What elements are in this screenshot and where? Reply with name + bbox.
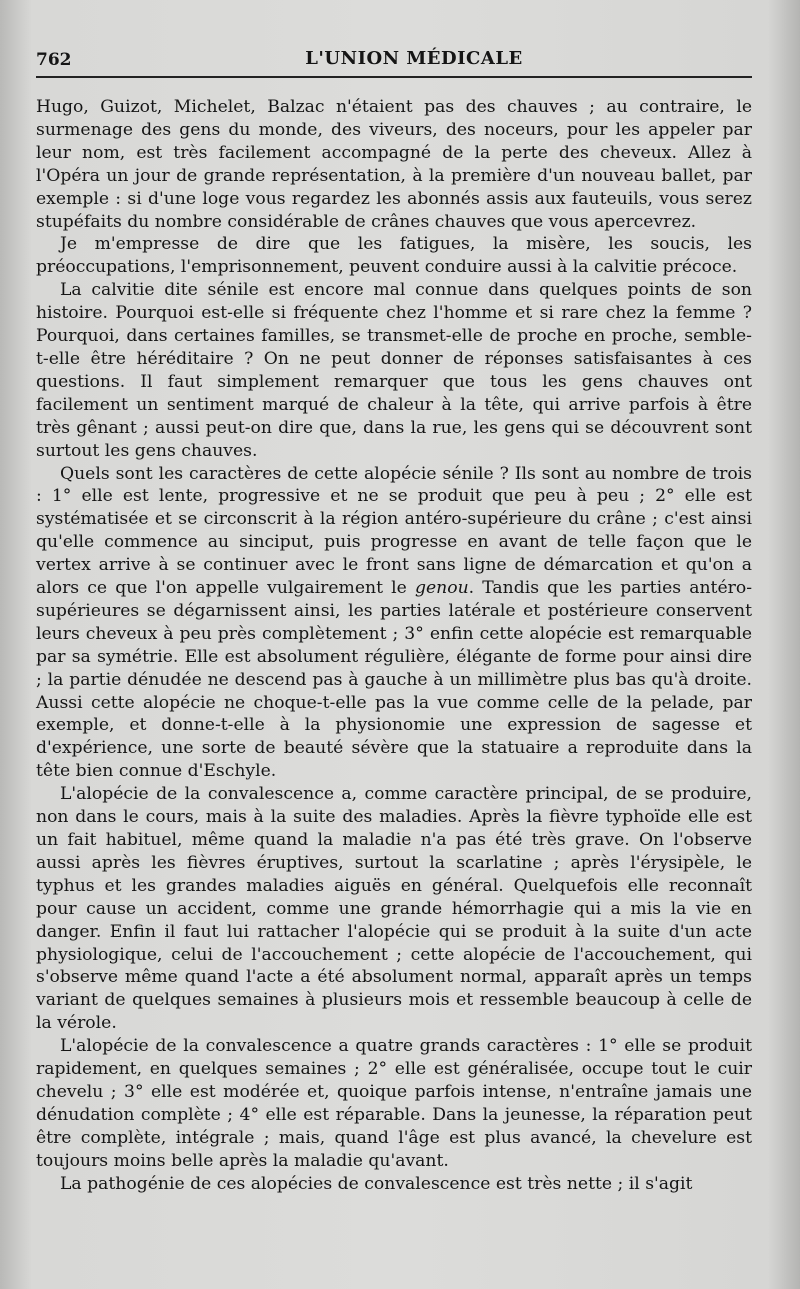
body-text bbox=[36, 96, 752, 1196]
journal-title: L'UNION MÉDICALE bbox=[305, 48, 523, 69]
paragraph: Hugo, Guizot, Michelet, Balzac n'étaient pas des chauves ; au contraire, le surmenage des gens du monde, des viveurs, des noceurs, pour les appeler par leur nom, est très facilement accompagné de la perte des cheveux. Allez à l'Opéra un jour de grande représentation, à la première d'un nouveau ballet, par exemple : si d'une loge vous regardez les abonnés assis aux fauteuils, vous serez stupéfaits du nombre considérable de crânes chauves que vous apercevrez. bbox=[36, 97, 752, 232]
paragraph-text: Quels sont les caractères de cette alopécie sénile ? Ils sont au nombre de trois : 1° elle est lente, progressive et ne se produit que peu à peu ; 2° elle est systématisée et se circonscrit à la région antéro-supérieure du crâne ; c'est ainsi qu'elle commence au sinciput, puis progresse en avant de telle façon que le vertex arrive à se continuer avec le front sans ligne de démarcation et qu'on a alors ce que l'on appelle vulgairement le bbox=[36, 463, 752, 599]
paragraph bbox=[36, 463, 752, 784]
italic-term: genou bbox=[414, 578, 469, 599]
page-number: 762 bbox=[36, 50, 72, 70]
page-header bbox=[36, 44, 752, 76]
paragraph: La calvitie dite sénile est encore mal connue dans quelques points de son histoire. Pourquoi est-elle si fréquente chez l'homme et si rare chez la femme ? Pourquoi, dans certaines familles, se transmet-elle de proche en proche, semble-t-elle être héréditaire ? On ne peut donner de réponses satisfaisantes à ces questions. Il faut simplement remarquer que tous les gens chauves ont facilement un sentiment marqué de chaleur à la tête, qui arrive parfois à être très gênant ; aussi peut-on dire que, dans la rue, les gens qui se découvrent sont surtout les gens chauves. bbox=[36, 280, 752, 461]
paragraph: L'alopécie de la convalescence a, comme caractère principal, de se produire, non dans le cours, mais à la suite des maladies. Après la fièvre typhoïde elle est un fait habituel, même quand la maladie n'a pas été très grave. On l'observe aussi après les fièvres éruptives, surtout la scarlatine ; après l'érysipèle, le typhus et les grandes maladies aiguës en général. Quelquefois elle reconnaît pour cause un accident, comme une grande hémorrhagie qui a mis la vie en danger. Enfin il faut lui rattacher l'alopécie qui se produit à la suite d'un acte physiologique, celui de l'accouchement ; cette alopécie de l'accouchement, qui s'observe même quand l'acte a été absolument normal, apparaît après un temps variant de quelques semaines à plusieurs mois et ressemble beaucoup à celle de la vérole. bbox=[36, 784, 752, 1034]
paragraph: La pathogénie de ces alopécies de convalescence est très nette ; il s'agit bbox=[60, 1173, 693, 1194]
paragraph-text: . Tandis que les parties antéro-supérieures se dégarnissent ainsi, les parties latérale et postérieure conservent leurs cheveux à peu près complètement ; 3° enfin cette alopécie est remarquable par sa symétrie. Elle est absolument régulière, élégante de forme pour ainsi dire ; la partie dénudée ne descend pas à gauche à un millimètre plus bas qu'à droite. Aussi cette alopécie ne choque-t-elle pas la vue comme celle de la pelade, par exemple, et donne-t-elle à la physionomie une expression de sagesse et d'expérience, une sorte de beauté sévère que la statuaire a reproduite dans la tête bien connue d'Eschyle. bbox=[36, 578, 752, 782]
paragraph: L'alopécie de la convalescence a quatre grands caractères : 1° elle se produit rapidement, en quelques semaines ; 2° elle est généralisée, occupe tout le cuir chevelu ; 3° elle est modérée et, quoique parfois intense, n'entraîne jamais une dénudation complète ; 4° elle est réparable. Dans la jeunesse, la réparation peut être complète, intégrale ; mais, quand l'âge est plus avancé, la chevelure est toujours moins belle après la maladie qu'avant. bbox=[36, 1036, 752, 1171]
paragraph: Je m'empresse de dire que les fatigues, la misère, les soucis, les préoccupations, l'emprisonnement, peuvent conduire aussi à la calvitie précoce. bbox=[36, 234, 752, 278]
header-rule bbox=[36, 76, 752, 78]
